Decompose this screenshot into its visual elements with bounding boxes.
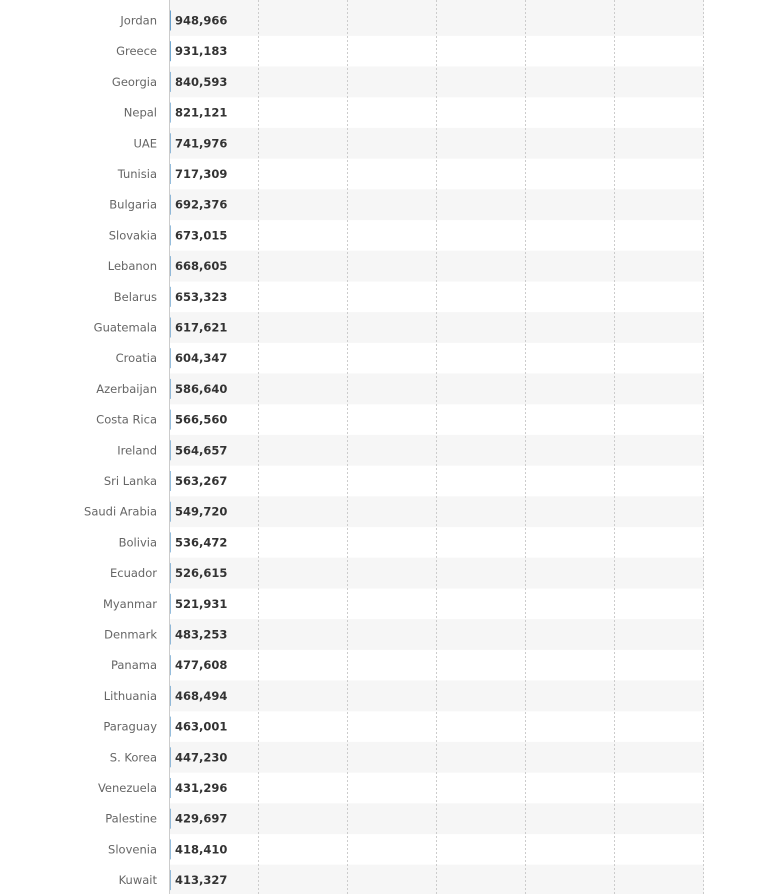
- category-labels: [84, 14, 157, 888]
- value-label: 429,697: [175, 811, 228, 826]
- category-label: Georgia: [111, 74, 157, 89]
- value-label: 948,966: [175, 13, 228, 28]
- category-label: Slovakia: [108, 228, 157, 243]
- value-label: 521,931: [175, 596, 228, 611]
- category-label: S. Korea: [109, 750, 157, 765]
- value-label: 617,621: [175, 320, 228, 335]
- value-label: 563,267: [175, 474, 228, 488]
- value-label: 431,296: [175, 781, 228, 795]
- value-label: 549,720: [175, 504, 228, 519]
- value-label: 477,608: [175, 658, 228, 673]
- value-label: 418,410: [175, 842, 228, 857]
- value-label: 566,560: [175, 412, 228, 427]
- category-label: Paraguay: [103, 719, 157, 734]
- category-label: Lithuania: [103, 688, 157, 703]
- value-label: 668,605: [175, 259, 228, 274]
- category-label: Tunisia: [117, 167, 157, 181]
- value-label: 526,615: [175, 566, 228, 581]
- value-label: 536,472: [175, 535, 228, 550]
- category-label: Bulgaria: [109, 197, 157, 212]
- value-label: 692,376: [175, 197, 228, 212]
- category-label: Greece: [116, 44, 157, 59]
- value-label: 673,015: [175, 228, 228, 243]
- category-label: Belarus: [113, 289, 157, 304]
- category-label: UAE: [133, 136, 157, 151]
- category-label: Jordan: [120, 13, 157, 28]
- value-label: 717,309: [175, 167, 228, 181]
- category-label: Azerbaijan: [96, 381, 157, 396]
- category-label: Kuwait: [118, 873, 157, 888]
- category-label: Palestine: [105, 811, 157, 826]
- value-label: 586,640: [175, 381, 228, 396]
- category-label: Myanmar: [102, 596, 157, 611]
- value-label: 463,001: [175, 719, 228, 734]
- value-label: 821,121: [175, 105, 228, 120]
- category-label: Nepal: [123, 105, 157, 120]
- category-label: Ecuador: [110, 566, 157, 581]
- category-label: Denmark: [104, 627, 157, 642]
- category-label: Lebanon: [107, 259, 157, 274]
- category-label: Bolivia: [118, 535, 157, 550]
- value-label: 931,183: [175, 44, 228, 59]
- value-label: 413,327: [175, 873, 228, 888]
- value-label: 840,593: [175, 74, 228, 89]
- value-label: 653,323: [175, 289, 228, 304]
- value-label: 483,253: [175, 627, 228, 642]
- category-label: Saudi Arabia: [84, 504, 157, 519]
- category-label: Guatemala: [93, 320, 157, 335]
- value-label: 468,494: [175, 688, 228, 703]
- category-label: Costa Rica: [96, 412, 157, 427]
- value-labels: [175, 14, 227, 888]
- category-label: Panama: [110, 658, 157, 673]
- category-label: Ireland: [117, 443, 157, 458]
- category-label: Slovenia: [108, 842, 157, 857]
- value-label: 564,657: [175, 443, 228, 458]
- value-label: 447,230: [175, 750, 228, 765]
- value-label: 604,347: [175, 351, 228, 366]
- row-bands: [169, 0, 704, 894]
- value-label: 741,976: [175, 136, 228, 151]
- category-label: Venezuela: [97, 781, 157, 795]
- category-label: Sri Lanka: [103, 474, 157, 488]
- category-label: Croatia: [115, 351, 157, 366]
